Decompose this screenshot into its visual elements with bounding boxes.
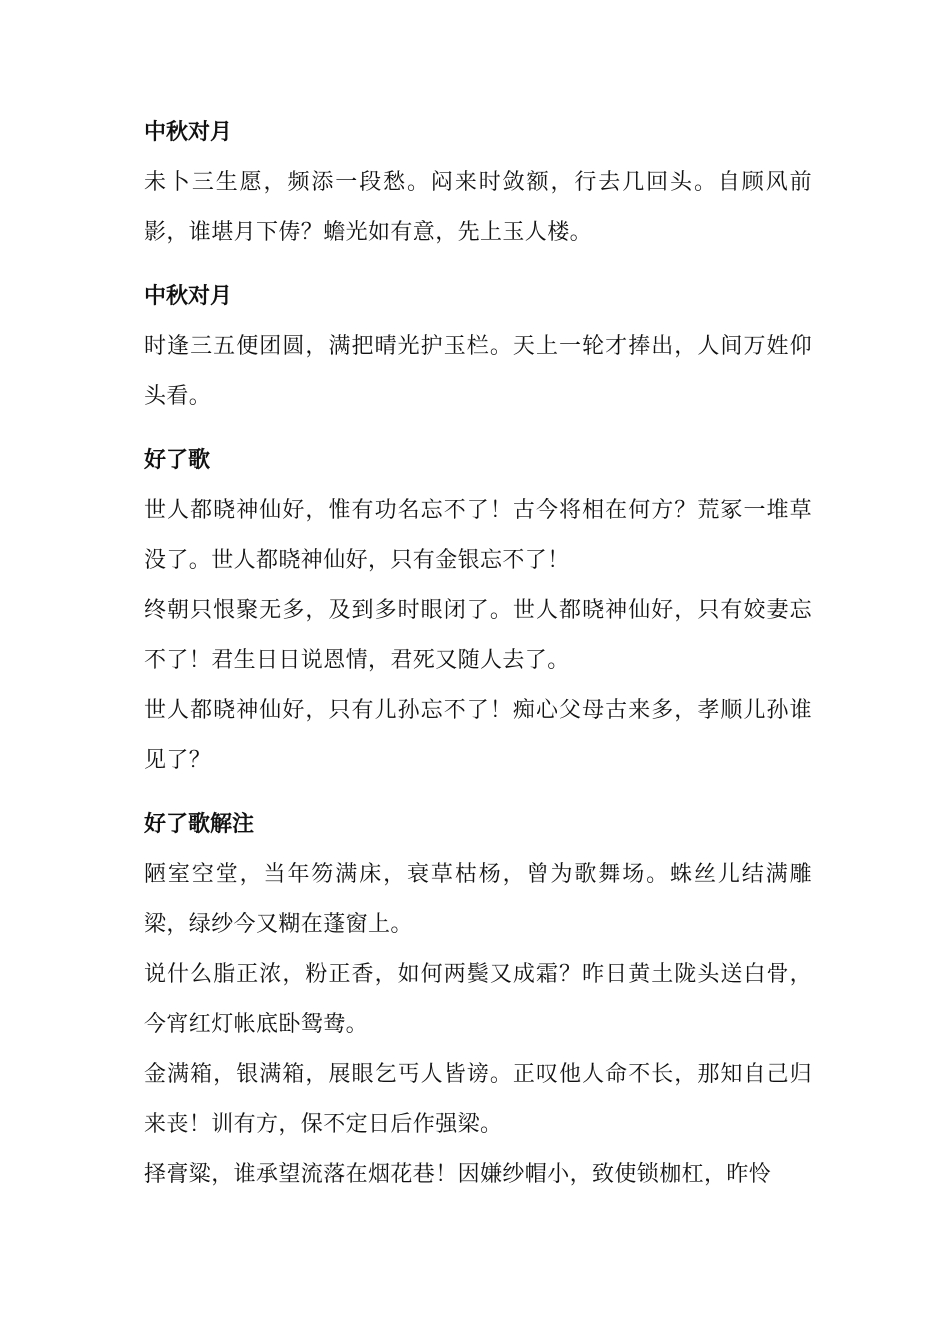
poem-section	[144, 800, 812, 1200]
poem-section	[144, 272, 812, 422]
section-title: 好了歌	[144, 448, 211, 473]
paragraph: 终朝只恨聚无多，及到多时眼闭了。世人都晓神仙好，只有姣妻忘不了！君生日日说恩情，君死又随人去了。	[144, 598, 812, 673]
poem-section	[144, 436, 812, 786]
paragraph: 择膏粱，谁承望流落在烟花巷！因嫌纱帽小，致使锁枷杠，昨怜	[144, 1162, 772, 1187]
paragraph: 陋室空堂，当年笏满床，衰草枯杨，曾为歌舞场。蛛丝儿结满雕梁，绿纱今又糊在蓬窗上。	[144, 862, 812, 937]
paragraph: 世人都晓神仙好，只有儿孙忘不了！痴心父母古来多，孝顺儿孙谁见了？	[144, 698, 812, 773]
paragraph: 时逢三五便团圆，满把晴光护玉栏。天上一轮才捧出，人间万姓仰头看。	[144, 334, 812, 409]
document-page	[144, 108, 812, 1214]
poem-section	[144, 108, 812, 258]
section-title: 好了歌解注	[144, 812, 255, 837]
section-title: 中秋对月	[144, 120, 233, 145]
paragraph: 未卜三生愿，频添一段愁。闷来时敛额，行去几回头。自顾风前影，谁堪月下俦？蟾光如有意，先上玉人楼。	[144, 170, 812, 245]
paragraph: 金满箱，银满箱，展眼乞丐人皆谤。正叹他人命不长，那知自己归来丧！训有方，保不定日后作强梁。	[144, 1062, 812, 1137]
paragraph: 世人都晓神仙好，惟有功名忘不了！古今将相在何方？荒冢一堆草没了。世人都晓神仙好，只有金银忘不了！	[144, 498, 812, 573]
section-title: 中秋对月	[144, 284, 233, 309]
paragraph: 说什么脂正浓，粉正香，如何两鬓又成霜？昨日黄土陇头送白骨，今宵红灯帐底卧鸳鸯。	[144, 962, 812, 1037]
